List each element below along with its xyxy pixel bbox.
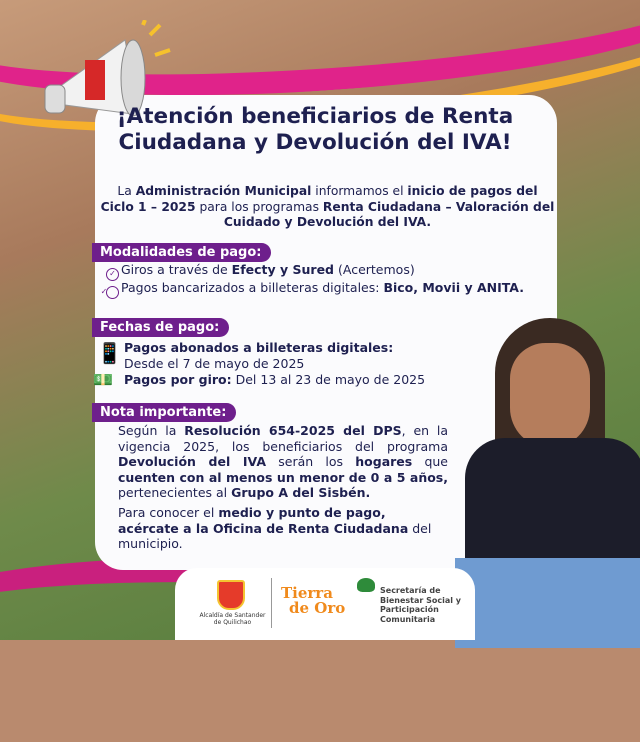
contacto-text: Para conocer el medio y punto de pago, acércate a la Oficina de Renta Ciudadana del municipio. bbox=[118, 505, 432, 551]
fechas-label: Fechas de pago: bbox=[92, 318, 229, 337]
cash-hand-icon: 💵 bbox=[93, 370, 113, 389]
alcaldia-shield-logo bbox=[217, 580, 245, 610]
fecha-item: Pagos abonados a billeteras digitales: Desde el 7 de mayo de 2025 bbox=[124, 340, 394, 371]
divider bbox=[271, 578, 272, 628]
check-circle-icon: ✓ bbox=[106, 268, 119, 281]
phone-payment-icon: 📱 bbox=[97, 341, 122, 365]
tree-icon bbox=[357, 578, 375, 592]
beneficiary-photo bbox=[455, 318, 640, 640]
page-title: ¡Atención beneficiarios de Renta Ciudadana y Devolución del IVA! bbox=[116, 104, 514, 155]
intro-text: La Administración Municipal informamos el inicio de pagos del Ciclo 1 – 2025 para los programas Renta Ciudadana – Valoración del Cuidado y Devolución del IVA. bbox=[100, 184, 555, 229]
footer-logos bbox=[175, 568, 475, 640]
check-circle-icon: ✓ bbox=[106, 286, 119, 299]
modalidad-item: ✓ Pagos bancarizados a billeteras digitales: Bico, Movii y ANITA. bbox=[106, 280, 536, 299]
modalidades-label: Modalidades de pago: bbox=[92, 243, 271, 262]
nota-text: Según la Resolución 654-2025 del DPS, en la vigencia 2025, los beneficiarios del programa Devolución del IVA serán los hogares que cuenten con al menos un menor de 0 a 5 años, pertenecientes al Grupo A del Sisbén. bbox=[118, 423, 449, 500]
alcaldia-label: Alcaldía de Santander de Quilichao bbox=[199, 612, 266, 626]
modalidad-item: ✓ Giros a través de Efecty y Sured (Acertemos) bbox=[106, 262, 546, 281]
fecha-item: Pagos por giro: Del 13 al 23 de mayo de 2025 bbox=[124, 372, 426, 387]
tierra-de-oro-logo: Tierra de Oro bbox=[281, 584, 346, 617]
secretaria-label: Secretaría de Bienestar Social y Participación Comunitaria bbox=[380, 586, 461, 624]
nota-label: Nota importante: bbox=[92, 403, 236, 422]
